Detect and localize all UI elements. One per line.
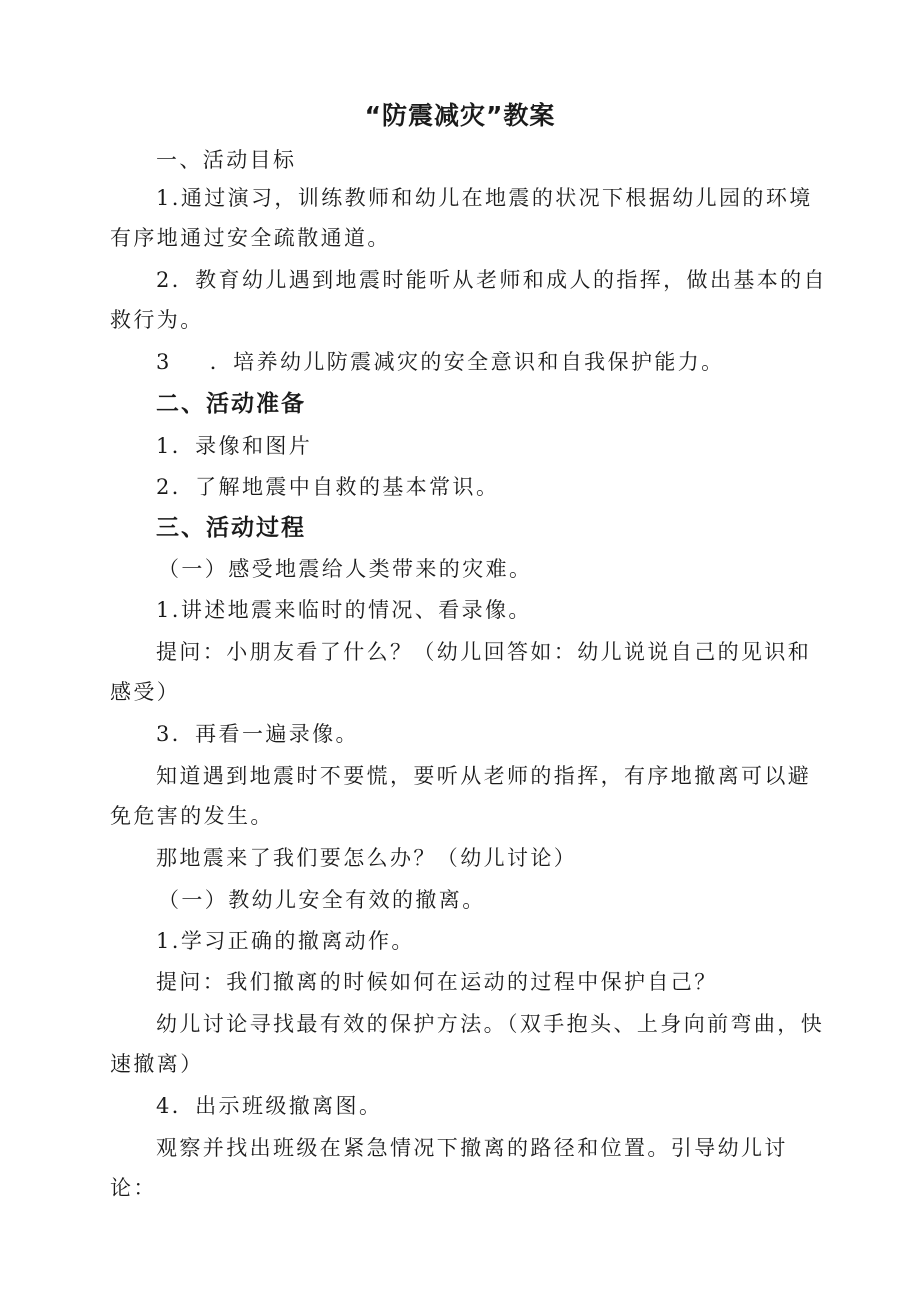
process-part-2-discussion: 幼儿讨论寻找最有效的保护方法。（双手抱头、上身向前弯曲，快速撤离） (110, 1012, 825, 1076)
section-heading-objectives: 一、活动目标 (156, 148, 297, 172)
process-part-1-question: 提问：小朋友看了什么？（幼儿回答如：幼儿说说自己的见识和感受） (110, 640, 812, 704)
section-heading-preparation: 二、活动准备 (156, 391, 306, 417)
process-part-2-heading: （一）教幼儿安全有效的撤离。 (158, 888, 486, 912)
objective-item-3-number: 3 (156, 350, 172, 374)
section-heading-process: 三、活动过程 (156, 515, 306, 541)
preparation-item-1: 1．录像和图片 (156, 434, 313, 458)
process-part-1-heading: （一）感受地震给人类带来的灾难。 (158, 557, 533, 581)
document-title: “防震减灾”教案 (364, 101, 556, 130)
process-part-2-item-4: 4．出示班级撤离图。 (156, 1094, 383, 1118)
objective-item-3-text: ．培养幼儿防震减灾的安全意识和自我保护能力。 (209, 350, 725, 374)
process-part-1-item-1: 1.讲述地震来临时的情况、看录像。 (156, 598, 532, 622)
process-part-1-note: 知道遇到地震时不要慌，要听从老师的指挥，有序地撤离可以避免危害的发生。 (110, 764, 812, 828)
process-part-2-observe: 观察并找出班级在紧急情况下撤离的路径和位置。引导幼儿讨论： (110, 1136, 788, 1200)
process-part-1-discussion: 那地震来了我们要怎么办？（幼儿讨论） (156, 846, 578, 870)
objective-item-1: 1.通过演习，训练教师和幼儿在地震的状况下根据幼儿园的环境有序地通过安全疏散通道。 (110, 186, 813, 250)
objective-item-2: 2．教育幼儿遇到地震时能听从老师和成人的指挥，做出基本的自救行为。 (110, 268, 827, 332)
process-part-2-item-1: 1.学习正确的撤离动作。 (156, 929, 415, 953)
process-part-2-question: 提问：我们撤离的时候如何在运动的过程中保护自己？ (156, 970, 718, 994)
preparation-item-2: 2．了解地震中自救的基本常识。 (156, 475, 500, 499)
objective-item-3 (110, 342, 834, 382)
process-part-1-item-3: 3．再看一遍录像。 (156, 722, 359, 746)
